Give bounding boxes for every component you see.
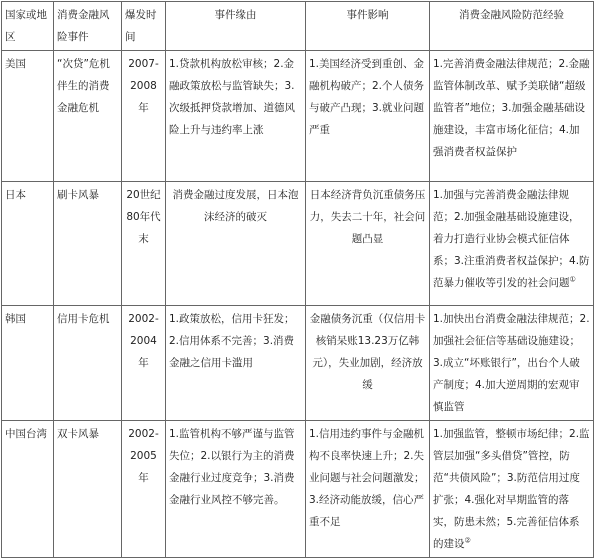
time-cell: 20世纪80年代末 (122, 182, 166, 306)
region-cell: 日本 (2, 182, 54, 306)
impact-cell: 金融债务沉重（仅信用卡核销呆账13.23万亿韩元），失业加剧，经济放缓 (306, 306, 430, 421)
time-cell: 2002-2005年 (122, 421, 166, 558)
cause-cell: 1.监管机构不够严谨与监管失位；2.以银行为主的消费金融行业过度竞争；3.消费金融行业风控不够完善。 (166, 421, 306, 558)
table-row (2, 182, 594, 306)
lessons-text: 1.完善消费金融法律规范；2.金融监管体制改革、赋予美联储“超级监管者”地位；3.加强金融基础设施建设，丰富市场化征信；4.加强消费者权益保护 (433, 58, 590, 158)
table-row (2, 421, 594, 558)
impact-cell: 日本经济背负沉重债务压力，失去二十年，社会问题凸显 (306, 182, 430, 306)
header-lessons: 消费金融风险防范经验 (430, 2, 594, 51)
footnote-marker: ① (569, 275, 576, 284)
event-cell: 信用卡危机 (54, 306, 122, 421)
region-cell: 美国 (2, 51, 54, 182)
header-cause: 事件缘由 (166, 2, 306, 51)
lessons-cell (430, 182, 594, 306)
lessons-cell (430, 421, 594, 558)
cause-cell: 1.政策放松，信用卡狂发；2.信用体系不完善；3.消费金融之信用卡滥用 (166, 306, 306, 421)
time-cell: 2002-2004年 (122, 306, 166, 421)
header-time: 爆发时间 (122, 2, 166, 51)
cause-cell: 消费金融过度发展，日本泡沫经济的破灭 (166, 182, 306, 306)
header-row (2, 2, 594, 51)
lessons-text: 1.加快出台消费金融法律规范；2.加强社会征信等基础设施建设；3.成立“坏账银行”，出台个人破产制度；4.加大逆周期的宏观审慎监管 (433, 313, 590, 413)
risk-events-table (1, 1, 594, 558)
table-row (2, 306, 594, 421)
impact-cell: 1.美国经济受到重创、金融机构破产；2.个人债务与破产凸现；3.就业问题严重 (306, 51, 430, 182)
region-cell: 韩国 (2, 306, 54, 421)
event-cell: 刷卡风暴 (54, 182, 122, 306)
region-cell: 中国台湾 (2, 421, 54, 558)
impact-cell: 1.信用违约事件与金融机构不良率快速上升；2.失业问题与社会问题激发；3.经济动能放缓，信心严重不足 (306, 421, 430, 558)
event-cell: 双卡风暴 (54, 421, 122, 558)
table-row (2, 51, 594, 182)
lessons-text: 1.加强与完善消费金融法律规范；2.加强金融基础设施建设，着力打造行业协会模式征信体系；3.注重消费者权益保护；4.防范暴力催收等引发的社会问题 (433, 189, 590, 289)
header-impact: 事件影响 (306, 2, 430, 51)
time-cell: 2007-2008年 (122, 51, 166, 182)
lessons-cell (430, 306, 594, 421)
footnote-marker: ② (464, 536, 471, 545)
event-cell: “次贷”危机伴生的消费金融危机 (54, 51, 122, 182)
lessons-text: 1.加强监管，整顿市场纪律；2.监管层加强“多头借贷”管控，防范“共债风险”；3.防范信用过度扩张；4.强化对早期监管的落实，防患未然；5.完善征信体系的建设 (433, 428, 590, 550)
lessons-cell (430, 51, 594, 182)
header-event: 消费金融风险事件 (54, 2, 122, 51)
cause-cell: 1.贷款机构放松审核；2.金融政策放松与监管缺失；3.次级抵押贷款增加、道德风险上升与违约率上涨 (166, 51, 306, 182)
header-region: 国家或地区 (2, 2, 54, 51)
